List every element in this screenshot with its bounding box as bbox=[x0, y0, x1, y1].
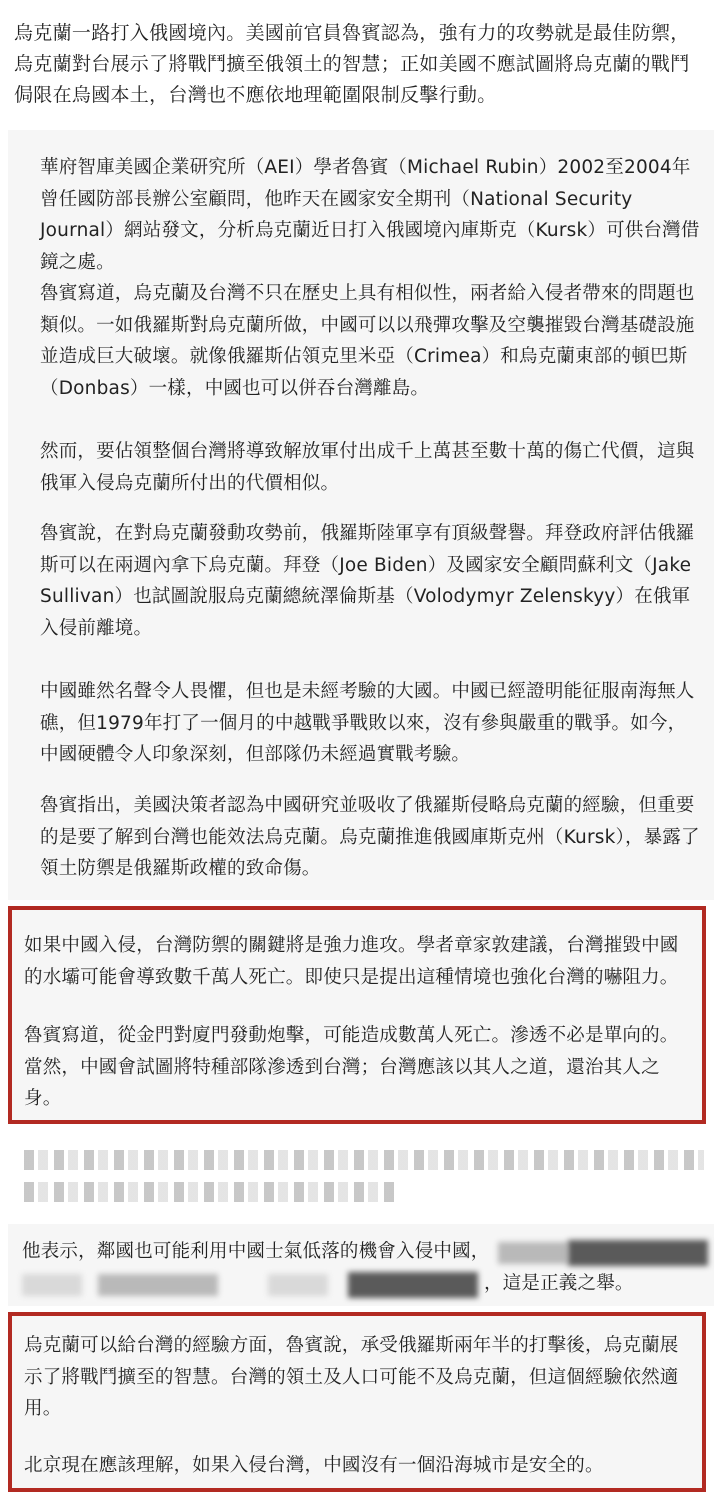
redaction-blur bbox=[268, 1274, 328, 1296]
partial-text: 他表示，鄰國也可能利用中國士氣低落的機會入侵中國， bbox=[22, 1241, 490, 1262]
highlight-box-1 bbox=[8, 906, 706, 1124]
cropped-text-strip bbox=[8, 1128, 714, 1224]
quote-paragraph: 魯賓指出，美國決策者認為中國研究並吸收了俄羅斯侵略烏克蘭的經驗，但重要的是要了解到台灣也能效法烏克蘭。烏克蘭推進俄國庫斯克州（Kursk），暴露了領土防禦是俄羅斯政權的致命傷。 bbox=[40, 795, 700, 879]
redaction-blur bbox=[348, 1272, 478, 1298]
quoted-section bbox=[8, 130, 714, 900]
highlight-paragraph: 烏克蘭可以給台灣的經驗方面，魯賓說，承受俄羅斯兩年半的打擊後，烏克蘭展示了將戰鬥擴至的智慧。台灣的領土及人口可能不及烏克蘭，但這個經驗依然適用。 bbox=[24, 1335, 679, 1419]
quote-paragraph: 中國雖然名聲令人畏懼，但也是未經考驗的大國。中國已經證明能征服南海無人礁，但1979年打了一個月的中越戰爭戰敗以來，沒有參與嚴重的戰爭。如今，中國硬體令人印象深刻，但部隊仍未經過實戰考驗。 bbox=[40, 681, 695, 765]
lead-paragraph: 烏克蘭一路打入俄國境內。美國前官員魯賓認為，強有力的攻勢就是最佳防禦，烏克蘭對台展示了將戰鬥擴至俄領土的智慧；正如美國不應試圖將烏克蘭的戰鬥侷限在烏國本土，台灣也不應依地理範圍限制反擊行動。 bbox=[14, 22, 690, 106]
redaction-blur bbox=[98, 1274, 218, 1296]
quote-paragraph: 魯賓說，在對烏克蘭發動攻勢前，俄羅斯陸軍享有頂級聲譽。拜登政府評估俄羅斯可以在兩週內拿下烏克蘭。拜登（Joe Biden）及國家安全顧問蘇利文（Jake Sullivan）也試圖說服烏克蘭總統澤倫斯基（Volodymyr Zelenskyy）在俄軍入侵前離境。 bbox=[40, 523, 695, 639]
redaction-blur bbox=[498, 1242, 568, 1264]
highlight-paragraph: 北京現在應該理解，如果入侵台灣，中國沒有一個沿海城市是安全的。 bbox=[24, 1455, 604, 1476]
highlight-box-2 bbox=[8, 1312, 706, 1492]
cropped-line bbox=[24, 1150, 704, 1170]
quote-paragraph: 華府智庫美國企業研究所（AEI）學者魯賓（Michael Rubin）2002至2004年曾任國防部長辦公室顧問，他昨天在國家安全期刊（National Security Journal）網站發文，分析烏克蘭近日打入俄國境內庫斯克（Kursk）可供台灣借鏡之處。 bbox=[40, 157, 700, 273]
redaction-blur bbox=[22, 1274, 82, 1296]
partial-paragraph-block bbox=[8, 1224, 714, 1306]
highlight-paragraph: 魯賓寫道，從金門對廈門發動炮擊，可能造成數萬人死亡。滲透不必是單向的。當然，中國會試圖將特種部隊滲透到台灣；台灣應該以其人之道，還治其人之身。 bbox=[24, 1025, 679, 1109]
redaction-blur bbox=[568, 1240, 708, 1266]
cropped-line bbox=[24, 1182, 394, 1202]
highlight-paragraph: 如果中國入侵，台灣防禦的關鍵將是強力進攻。學者章家敦建議，台灣摧毀中國的水壩可能會導致數千萬人死亡。即使只是提出這種情境也強化台灣的嚇阻力。 bbox=[24, 935, 679, 988]
quote-paragraph: 然而，要佔領整個台灣將導致解放軍付出成千上萬甚至數十萬的傷亡代價，這與俄軍入侵烏克蘭所付出的代價相似。 bbox=[40, 441, 695, 494]
partial-line-2: ，這是正義之舉。 bbox=[484, 1273, 634, 1294]
quote-paragraph: 魯賓寫道，烏克蘭及台灣不只在歷史上具有相似性，兩者給入侵者帶來的問題也類似。一如俄羅斯對烏克蘭所做，中國可以以飛彈攻擊及空襲摧毀台灣基礎設施並造成巨大破壞。就像俄羅斯佔領克里米亞（Crimea）和烏克蘭東部的頓巴斯（Donbas）一樣，中國也可以併吞台灣離島。 bbox=[40, 283, 695, 399]
